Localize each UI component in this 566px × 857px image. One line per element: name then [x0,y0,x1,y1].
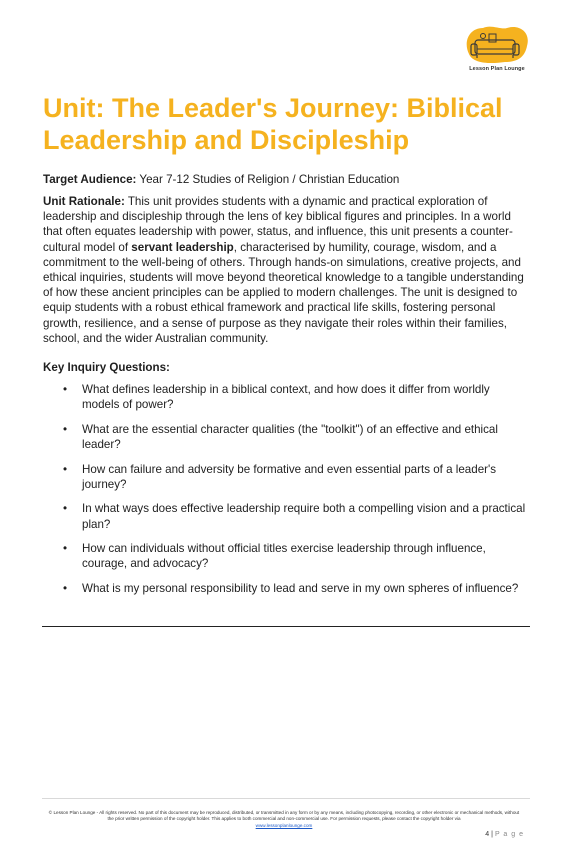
bullet-icon: • [63,422,68,436]
question-text: How can individuals without official titles exercise leadership through influence, courage, and advocacy? [82,542,486,571]
footer-divider [42,798,530,799]
unit-rationale-text-part1: This unit provides students with a dynamic and practical exploration of leadership and discipleship through the lens of key biblical figures and principles. In a world that often equates leadership with power, status, and influence, this unit presents a counter-cultural model of [43,195,513,254]
list-item [43,422,529,452]
bullet-icon: • [63,383,68,396]
bullet-icon: • [63,581,68,595]
website-link[interactable]: www.lessonplanlounge.com [255,822,313,828]
page-separator: | [491,831,493,838]
question-text: What is my personal responsibility to lead and serve in my own spheres of influence? [82,581,519,595]
list-item [43,382,529,412]
target-audience-value: Year 7-12 Studies of Religion / Christian Education [139,173,400,186]
question-text: What are the essential character qualities (the "toolkit") of an effective and ethical leader? [82,422,498,451]
unit-rationale-emphasis: servant leadership [131,240,234,254]
unit-rationale-text-part2: , characterised by humility, courage, wisdom, and a commitment to the well-being of others. Through hands-on simulations, creative projects, and ethical inquiries, students will move beyond theoretical knowledge to a tangible understanding of how these ancient principles can be applied to modern challenges. The unit is designed to equip students with a robust ethical framework and practical life skills, fostering personal growth, resilience, and a sense of purpose as they navigate their roles within their families, school, and the wider Australian community. [43,240,524,345]
target-audience-label: Target Audience: [43,173,137,186]
list-item [43,581,529,596]
bullet-icon: • [63,462,68,476]
copyright-notice [45,810,523,829]
key-inquiry-list [43,382,529,606]
logo-text: Lesson Plan Lounge [469,66,525,72]
question-text: In what ways does effective leadership require both a compelling vision and a practical plan? [82,502,526,531]
list-item [43,541,529,571]
unit-rationale-label: Unit Rationale: [43,195,125,208]
page-title: Unit: The Leader's Journey: Biblical Leadership and Discipleship [43,93,503,155]
list-item [43,462,529,492]
lesson-plan-lounge-logo [461,24,533,76]
page-word: P a g e [494,831,524,838]
unit-rationale [43,194,529,346]
sofa-logo-icon [461,24,533,68]
bullet-icon: • [63,542,68,556]
bullet-icon: • [63,502,68,516]
page-number-value: 4 [485,831,490,838]
page-number [485,831,524,838]
copyright-text: © Lesson Plan Lounge - All rights reserved. No part of this document may be reproduced, distributed, or transmitted in any form or by any means, including photocopying, recording, or other electronic or mechanical methods, without the prior written permission of the copyright holder. This applies to both commercial and non-commercial use. For permission requests, please contact the copyright holder via [48,810,520,822]
question-text: How can failure and adversity be formative and even essential parts of a leader's journey? [82,462,497,491]
list-item [43,501,529,531]
question-text: What defines leadership in a biblical context, and how does it differ from worldly models of power? [82,383,490,412]
target-audience [43,172,527,187]
key-inquiry-heading: Key Inquiry Questions: [43,361,170,374]
section-divider [42,626,530,627]
